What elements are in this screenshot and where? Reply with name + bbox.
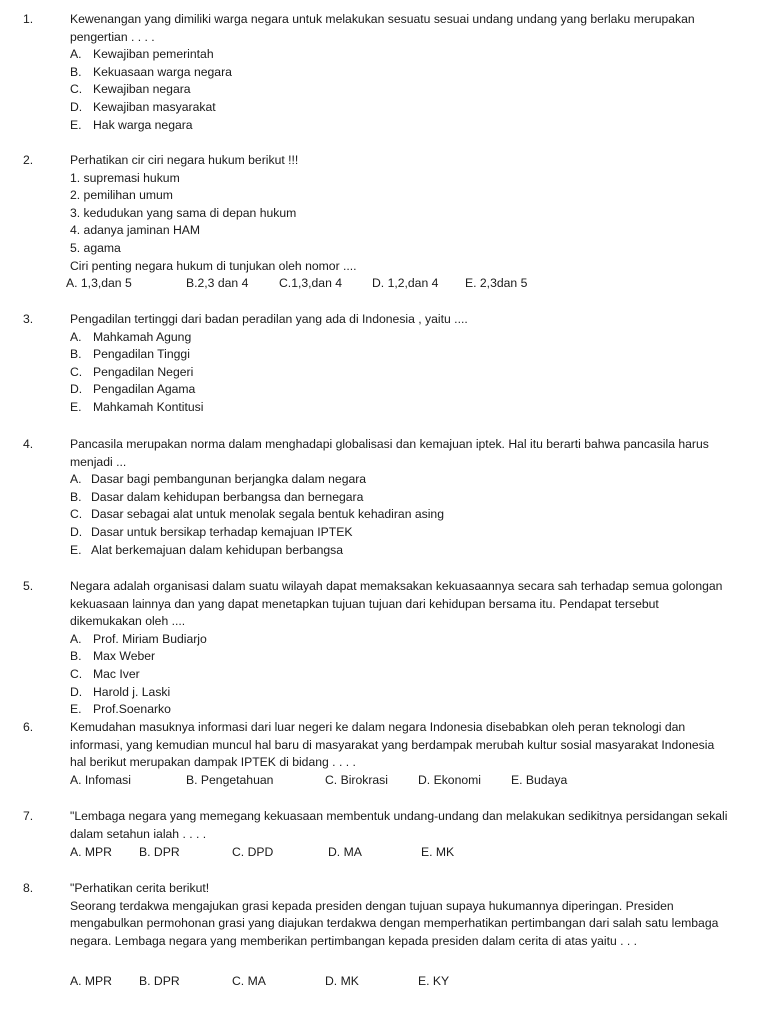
answer-option[interactable]: E. MK — [421, 845, 455, 859]
answer-option[interactable]: B.2,3 dan 4 — [186, 276, 249, 290]
answer-option[interactable]: D. MK — [325, 974, 359, 988]
option-text: Kewajiban masyarakat — [93, 99, 216, 114]
answer-option[interactable] — [70, 666, 762, 684]
answer-option[interactable]: B. DPR — [139, 845, 180, 859]
option-letter: B. — [70, 489, 82, 504]
answer-option[interactable]: D. 1,2,dan 4 — [372, 276, 439, 290]
option-letter: C. — [70, 666, 83, 681]
option-text: Dasar bagi pembangunan berjangka dalam negara — [91, 472, 367, 487]
option-letter: C. — [70, 507, 83, 522]
answer-option[interactable] — [70, 99, 762, 117]
question-stem-line: 3. kedudukan yang sama di depan hukum — [70, 205, 297, 220]
option-text: Mahkamah Agung — [93, 329, 192, 344]
answer-option[interactable]: C. MA — [232, 974, 266, 988]
question-body — [70, 152, 762, 275]
question-number: 2. — [23, 153, 34, 167]
option-text: Dasar untuk bersikap terhadap kemajuan IPTEK — [91, 524, 353, 539]
question-stem-line: Pengadilan tertinggi dari badan peradilan yang ada di Indonesia , yaitu .... — [70, 312, 468, 326]
answer-option[interactable]: D. MA — [328, 845, 362, 859]
question-body — [70, 11, 762, 134]
option-text: Pengadilan Negeri — [93, 364, 194, 379]
question-stem-line: 4. adanya jaminan HAM — [70, 223, 201, 238]
answer-option[interactable]: B. Pengetahuan — [186, 773, 274, 787]
option-letter: D. — [70, 524, 83, 539]
question-stem-line: Ciri penting negara hukum di tunjukan oleh nomor .... — [70, 258, 357, 273]
option-text: Mahkamah Kontitusi — [93, 399, 204, 414]
answer-option[interactable]: C.1,3,dan 4 — [279, 276, 343, 290]
question-number: 5. — [23, 579, 34, 593]
answer-option[interactable] — [70, 364, 762, 382]
question-body — [70, 578, 762, 719]
answer-option[interactable] — [70, 346, 762, 364]
question-body — [70, 436, 762, 559]
question-stem-line: Seorang terdakwa mengajukan grasi kepada presiden dengan tujuan supaya hukumannya diperingan. Presiden — [70, 898, 674, 913]
question-stem-line: dikemukakan oleh .... — [70, 614, 186, 629]
option-text: Harold j. Laski — [93, 684, 171, 699]
question-number: 4. — [23, 437, 34, 451]
question-number: 6. — [23, 720, 34, 734]
question-number: 7. — [23, 809, 34, 823]
answer-option[interactable] — [70, 631, 762, 649]
option-letter: B. — [70, 347, 82, 362]
answer-option[interactable] — [70, 648, 762, 666]
answer-option[interactable]: A. 1,3,dan 5 — [66, 276, 132, 290]
option-text: Max Weber — [93, 649, 156, 664]
inline-options-row — [0, 275, 768, 293]
answer-option[interactable]: E. 2,3dan 5 — [465, 276, 528, 290]
question-stem-line: 1. supremasi hukum — [70, 170, 180, 185]
answer-option[interactable] — [70, 684, 762, 702]
answer-option[interactable] — [70, 117, 762, 135]
answer-option[interactable]: C. DPD — [232, 845, 274, 859]
option-letter: C. — [70, 364, 83, 379]
answer-option[interactable] — [70, 81, 762, 99]
question-number: 1. — [23, 12, 34, 26]
question-stem-line: menjadi ... — [70, 454, 127, 469]
inline-options-row — [0, 772, 768, 790]
option-text: Pengadilan Tinggi — [93, 347, 190, 362]
option-letter: A. — [70, 47, 82, 62]
question-stem-line: pengertian . . . . — [70, 29, 155, 44]
question-number: 3. — [23, 312, 34, 326]
question-stem-line: 2. pemilihan umum — [70, 188, 173, 203]
option-text: Kewajiban negara — [93, 82, 191, 97]
option-text: Dasar dalam kehidupan berbangsa dan bernegara — [91, 489, 364, 504]
question-number: 8. — [23, 881, 34, 895]
option-text: Prof.Soenarko — [93, 702, 171, 717]
answer-option[interactable]: E. Budaya — [511, 773, 568, 787]
answer-option[interactable]: E. KY — [418, 974, 450, 988]
answer-option[interactable] — [70, 542, 762, 560]
option-letter: A. — [70, 472, 82, 487]
answer-option[interactable] — [70, 381, 762, 399]
question-stem-line: Kemudahan masuknya informasi dari luar negeri ke dalam negara Indonesia disebabkan oleh peran teknologi dan — [70, 720, 686, 734]
question-stem-line: Negara adalah organisasi dalam suatu wilayah dapat memaksakan kekuasaannya secara sah terhadap semua golongan — [70, 579, 723, 593]
question-body — [70, 311, 762, 417]
option-letter: D. — [70, 99, 83, 114]
answer-option[interactable]: A. MPR — [70, 974, 112, 988]
answer-option[interactable] — [70, 701, 762, 719]
option-text: Dasar sebagai alat untuk menolak segala bentuk kehadiran asing — [91, 507, 444, 522]
answer-option[interactable]: C. Birokrasi — [325, 773, 388, 787]
option-text: Mac Iver — [93, 666, 140, 681]
answer-option[interactable]: A. Infomasi — [70, 773, 131, 787]
answer-option[interactable] — [70, 524, 762, 542]
question-stem-line: Pancasila merupakan norma dalam menghadapi globalisasi dan kemajuan iptek. Hal itu berarti bahwa pancasila harus — [70, 437, 709, 451]
option-letter: D. — [70, 382, 83, 397]
question-body — [70, 808, 762, 843]
option-text: Kekuasaan warga negara — [93, 64, 232, 79]
inline-options-row — [0, 973, 768, 991]
question-stem-line: "Perhatikan cerita berikut! — [70, 881, 210, 895]
option-text: Hak warga negara — [93, 117, 193, 132]
option-text: Pengadilan Agama — [93, 382, 196, 397]
inline-options-row — [0, 844, 768, 862]
option-letter: C. — [70, 82, 83, 97]
question-stem-line: kekuasaan lainnya dan yang dapat menetapkan tujuan tujuan dari kehidupan bersama itu. Pendapat tersebut — [70, 596, 659, 611]
option-letter: E. — [70, 399, 82, 414]
option-text: Alat berkemajuan dalam kehidupan berbangsa — [91, 542, 344, 557]
option-letter: A. — [70, 631, 82, 646]
option-text: Kewajiban pemerintah — [93, 47, 214, 62]
answer-option[interactable] — [70, 506, 762, 524]
question-stem-line: hal berikut merupakan dampak IPTEK di bidang . . . . — [70, 755, 356, 770]
option-letter: B. — [70, 649, 82, 664]
answer-option[interactable]: D. Ekonomi — [418, 773, 481, 787]
answer-option[interactable]: A. MPR — [70, 845, 112, 859]
question-stem-line: 5. agama — [70, 240, 121, 255]
question-stem-line: mengabulkan permohonan grasi yang diajukan terdakwa dengan memperhatikan pertimbangan dari salah satu lembaga — [70, 916, 719, 931]
answer-option[interactable] — [70, 329, 762, 347]
option-letter: B. — [70, 64, 82, 79]
question-stem-line: informasi, yang kemudian muncul hal baru di masyarakat yang berdampak merubah kultur sosial masyarakat Indonesia — [70, 737, 715, 752]
option-letter: D. — [70, 684, 83, 699]
answer-option[interactable] — [70, 64, 762, 82]
question-stem-line: "Lembaga negara yang memegang kekuasaan membentuk undang-undang dan melakukan sedikitnya persidangan sekali — [70, 809, 728, 823]
option-letter: E. — [70, 542, 82, 557]
answer-option[interactable] — [70, 489, 762, 507]
option-text: Prof. Miriam Budiarjo — [93, 631, 207, 646]
question-stem-line: negara. Lembaga negara yang memberikan pertimbangan kepada presiden dalam cerita di atas yaitu . . . — [70, 933, 638, 948]
option-letter: E. — [70, 117, 82, 132]
option-letter: E. — [70, 702, 82, 717]
answer-option[interactable] — [70, 46, 762, 64]
answer-option[interactable] — [70, 471, 762, 489]
question-stem-line: dalam setahun ialah . . . . — [70, 826, 207, 841]
question-body — [70, 719, 762, 772]
option-letter: A. — [70, 329, 82, 344]
question-stem-line: Kewenangan yang dimiliki warga negara untuk melakukan sesuatu sesuai undang undang yang berlaku merupakan — [70, 12, 695, 26]
question-stem-line: Perhatikan cir ciri negara hukum berikut !!! — [70, 153, 299, 167]
answer-option[interactable] — [70, 399, 762, 417]
question-body — [70, 880, 762, 950]
answer-option[interactable]: B. DPR — [139, 974, 180, 988]
